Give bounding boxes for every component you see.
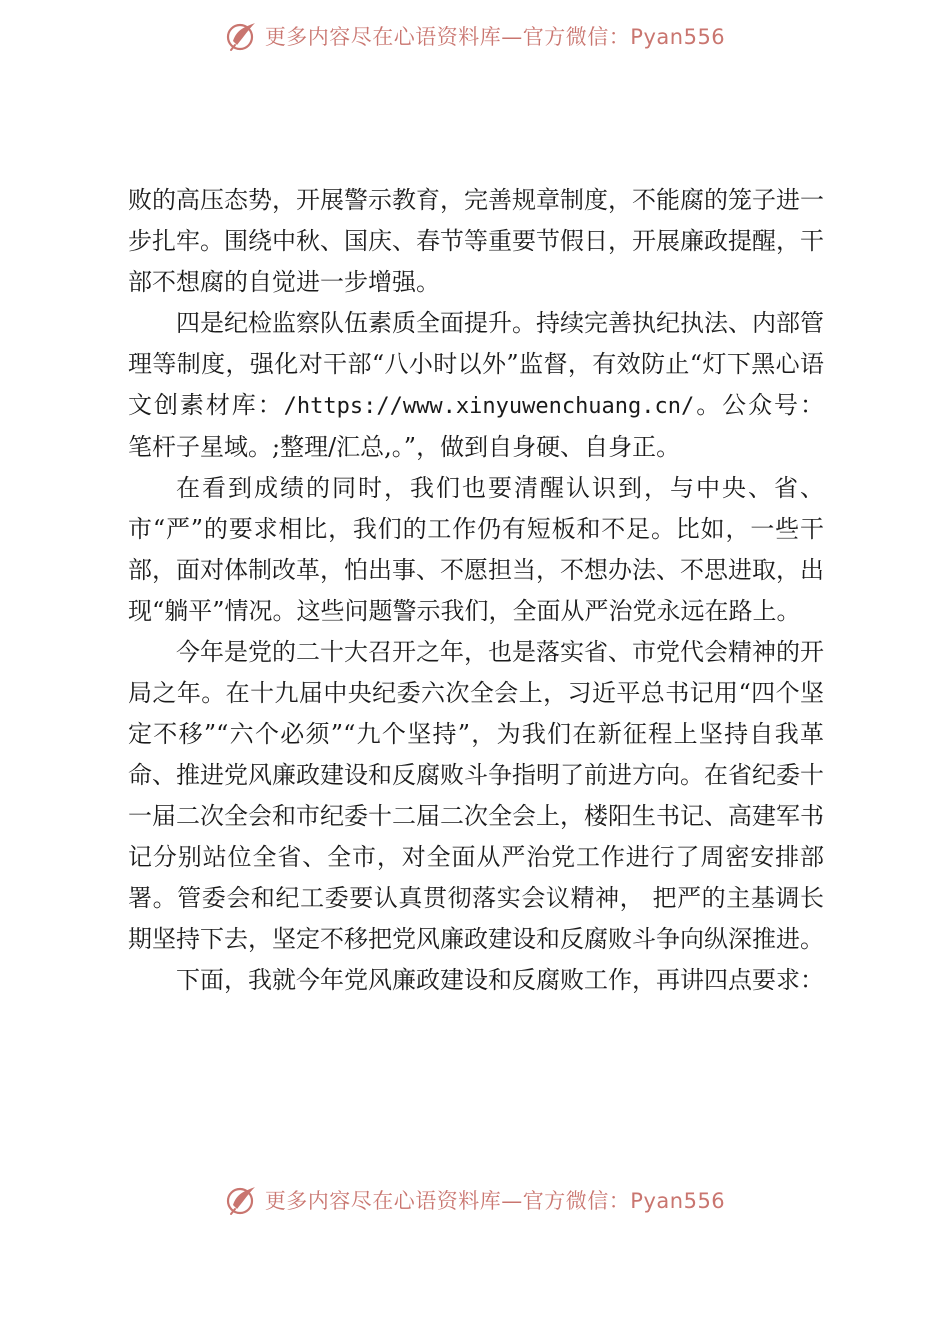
paragraph-5: 下面，我就今年党风廉政建设和反腐败工作，再讲四点要求： (176, 966, 824, 994)
paragraph-3: 在看到成绩的同时，我们也要清醒认识到，与中央、省、市“严”的要求相比，我们的工作仍有短板和不足。比如，一些干部，面对体制改革，怕出事、不愿担当，不想办法、不思进取，出现“躺平”情况。这些问题警示我们，全面从严治党永远在路上。 (128, 474, 824, 625)
paragraph-2-url: /https://www.xinyuwenchuang.cn/ (283, 394, 695, 419)
watermark-text: 更多内容尽在心语资料库—官方微信：Pyan556 (264, 25, 726, 49)
paragraph-2-part-b: “灯下黑心语文创素材库： (128, 350, 824, 419)
watermark-text: 更多内容尽在心语资料库—官方微信：Pyan556 (264, 1189, 726, 1213)
watermark-banner-top (0, 16, 950, 56)
watermark-banner-bottom (0, 1180, 950, 1220)
paragraph-1: 败的高压态势，开展警示教育，完善规章制度，不能腐的笼子进一步扎牢。围绕中秋、国庆、春节等重要节假日，开展廉政提醒，干部不想腐的自觉进一步增强。 (128, 186, 824, 296)
brand-logo-icon (225, 19, 259, 53)
paragraph-2-part-c: 。公众号：笔杆子星域。;整理/汇总,。”，做到自身硬、自身正。 (128, 391, 825, 461)
brand-logo-icon (225, 1183, 259, 1217)
paragraph-2-part-a: 四是纪检监察队伍素质全面提升。持续完善执纪执法、内部管理等制度，强化对干部“八小时以外”监督，有效防止 (128, 309, 824, 378)
paragraph-4: 今年是党的二十大召开之年，也是落实省、市党代会精神的开局之年。在十九届中央纪委六次全会上，习近平总书记用“四个坚定不移”“六个必须”“九个坚持”，为我们在新征程上坚持自我革命、推进党风廉政建设和反腐败斗争指明了前进方向。在省纪委十一届二次全会和市纪委十二届二次全会上，楼阳生书记、高建军书记分别站位全省、全市，对全面从严治党工作进行了周密安排部署。管委会和纪工委要认真贯彻落实会议精神， 把严的主基调长期坚持下去，坚定不移把党风廉政建设和反腐败斗争向纵深推进。 (128, 638, 824, 953)
paragraph-2 (128, 303, 824, 468)
document-body (128, 180, 824, 1001)
